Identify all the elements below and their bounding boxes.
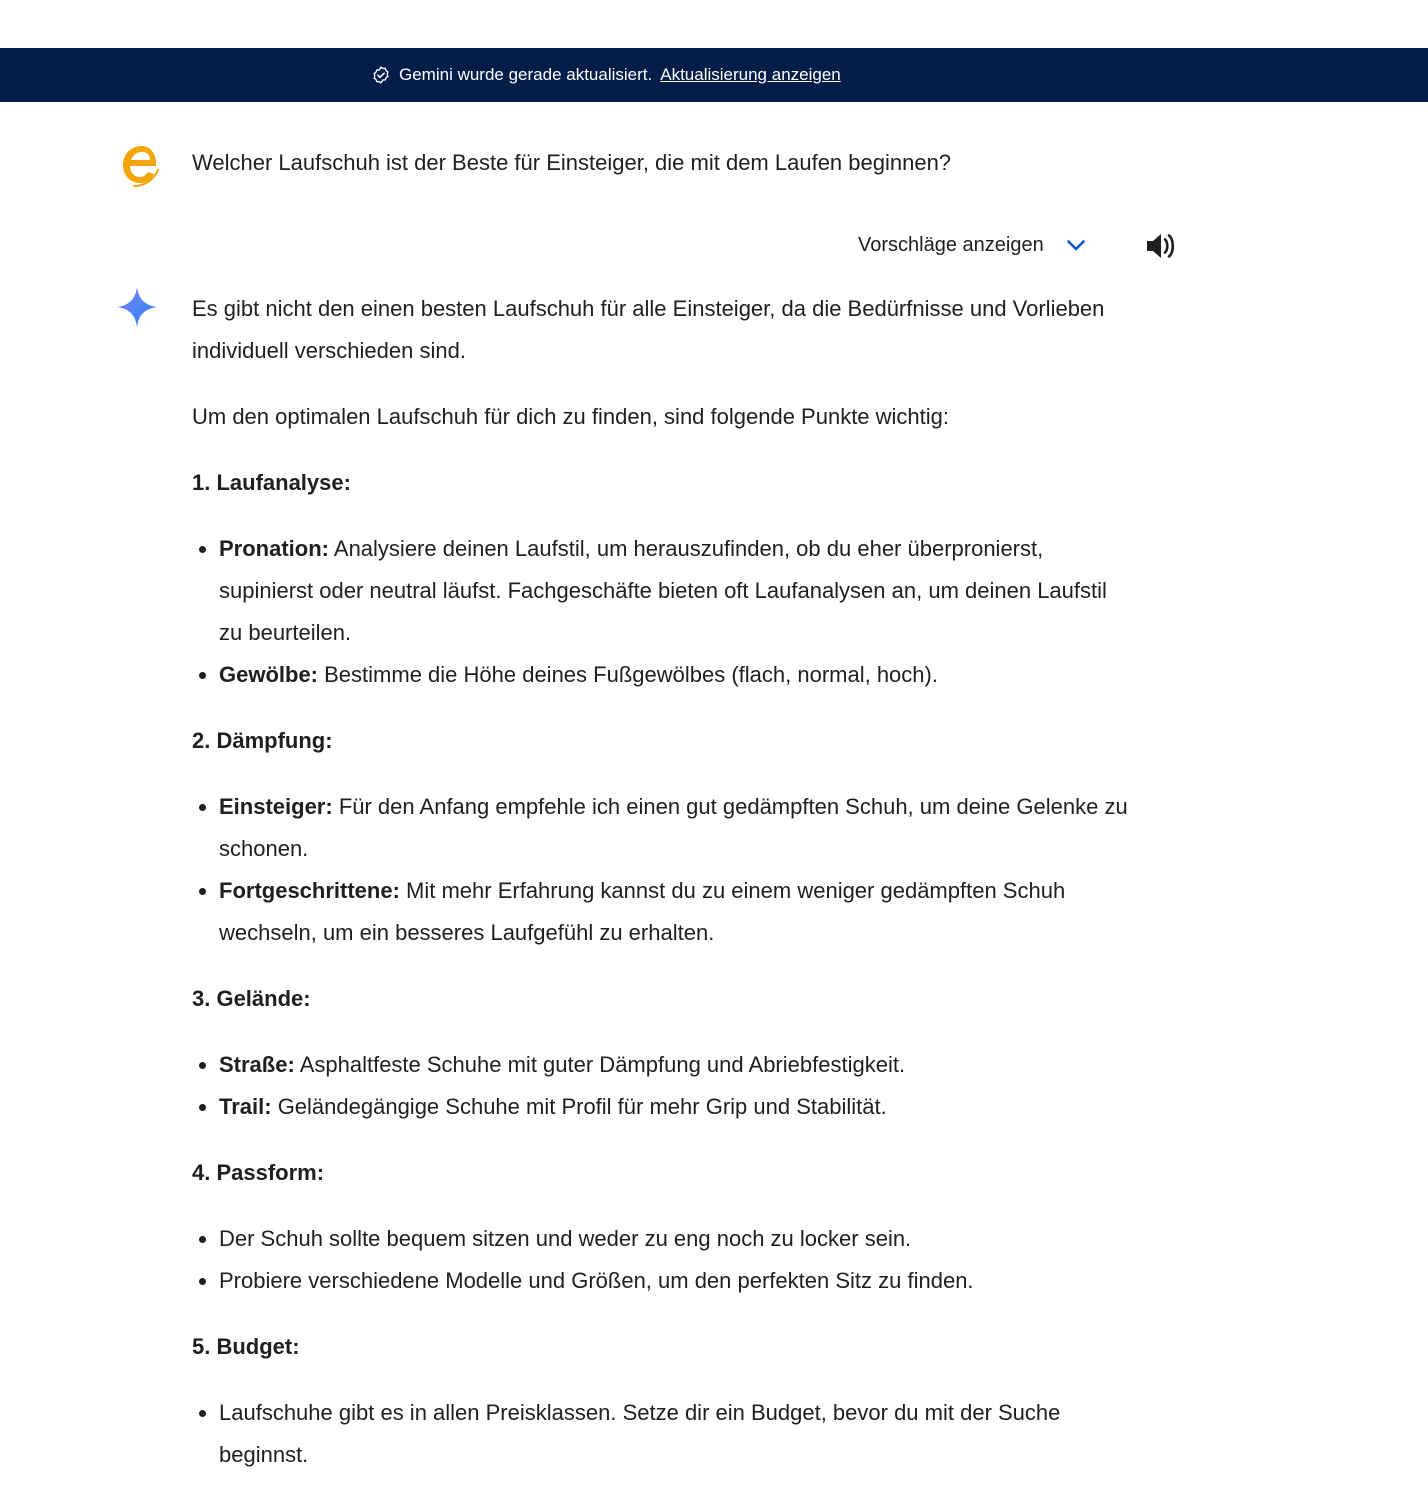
list-item-text: Der Schuh sollte bequem sitzen und weder zu eng noch zu locker sein.: [219, 1226, 912, 1251]
section-list: [192, 1044, 1132, 1128]
show-drafts-label: Vorschläge anzeigen: [858, 233, 1044, 256]
list-item: [219, 1392, 1132, 1476]
user-avatar: [118, 142, 162, 188]
assistant-response: [192, 288, 1132, 1500]
list-item-text: Laufschuhe gibt es in allen Preisklassen. Setze dir ein Budget, bevor du mit der Suche beginnst.: [219, 1400, 1061, 1467]
section-list: [192, 1218, 1132, 1302]
list-item-term: Fortgeschrittene:: [219, 878, 400, 903]
list-item: [219, 870, 1132, 954]
list-item-term: Gewölbe:: [219, 662, 319, 687]
list-item: [219, 528, 1132, 654]
section-heading: 3. Gelände:: [192, 986, 311, 1011]
gemini-sparkle-icon: [116, 286, 158, 328]
list-item-term: Trail:: [219, 1094, 272, 1119]
section-heading: 1. Laufanalyse:: [192, 470, 351, 495]
section-heading: 4. Passform:: [192, 1160, 325, 1185]
list-item-text: Geländegängige Schuhe mit Profil für mehr Grip und Stabilität.: [271, 1094, 887, 1119]
response-lead: Um den optimalen Laufschuh für dich zu finden, sind folgende Punkte wichtig:: [192, 404, 950, 429]
section-heading: 2. Dämpfung:: [192, 728, 333, 753]
list-item: [219, 1260, 1132, 1302]
update-banner-content: [371, 48, 841, 102]
response-intro: Es gibt nicht den einen besten Laufschuh für alle Einsteiger, da die Bedürfnisse und Vorlieben individuell verschieden sind.: [192, 296, 1105, 363]
update-banner-text: Gemini wurde gerade aktualisiert.: [399, 65, 653, 84]
speaker-icon[interactable]: [1144, 230, 1178, 262]
update-banner: [0, 48, 1428, 102]
chevron-down-icon: [1064, 233, 1088, 257]
list-item-text: Asphaltfeste Schuhe mit guter Dämpfung und Abriebfestigkeit.: [294, 1052, 906, 1077]
section-heading: 5. Budget:: [192, 1334, 300, 1359]
show-update-link[interactable]: Aktualisierung anzeigen: [660, 65, 841, 84]
list-item: [219, 786, 1132, 870]
list-item-term: Straße:: [219, 1052, 295, 1077]
check-badge-icon: [371, 65, 391, 85]
list-item: [219, 654, 1132, 696]
list-item: [219, 1086, 1132, 1128]
list-item-term: Einsteiger:: [219, 794, 333, 819]
list-item-text: Mit mehr Erfahrung kannst du zu einem weniger gedämpften Schuh wechseln, um ein besseres Laufgefühl zu erhalten.: [219, 878, 1066, 945]
list-item-text: Analysiere deinen Laufstil, um herauszufinden, ob du eher überpronierst, supinierst oder neutral läufst. Fachgeschäfte bieten oft Laufanalysen an, um deinen Laufstil zu beurteilen.: [219, 536, 1107, 645]
list-item-term: Pronation:: [219, 536, 329, 561]
user-query: Welcher Laufschuh ist der Beste für Einsteiger, die mit dem Laufen beginnen?: [192, 150, 952, 175]
list-item: [219, 1218, 1132, 1260]
list-item: [219, 1044, 1132, 1086]
show-drafts-button[interactable]: [858, 230, 1088, 260]
list-item-text: Für den Anfang empfehle ich einen gut gedämpften Schuh, um deine Gelenke zu schonen.: [219, 794, 1128, 861]
section-list: [192, 786, 1132, 954]
section-list: [192, 1392, 1132, 1476]
list-item-text: Probiere verschiedene Modelle und Größen, um den perfekten Sitz zu finden.: [219, 1268, 974, 1293]
list-item-text: Bestimme die Höhe deines Fußgewölbes (flach, normal, hoch).: [318, 662, 938, 687]
section-list: [192, 528, 1132, 696]
